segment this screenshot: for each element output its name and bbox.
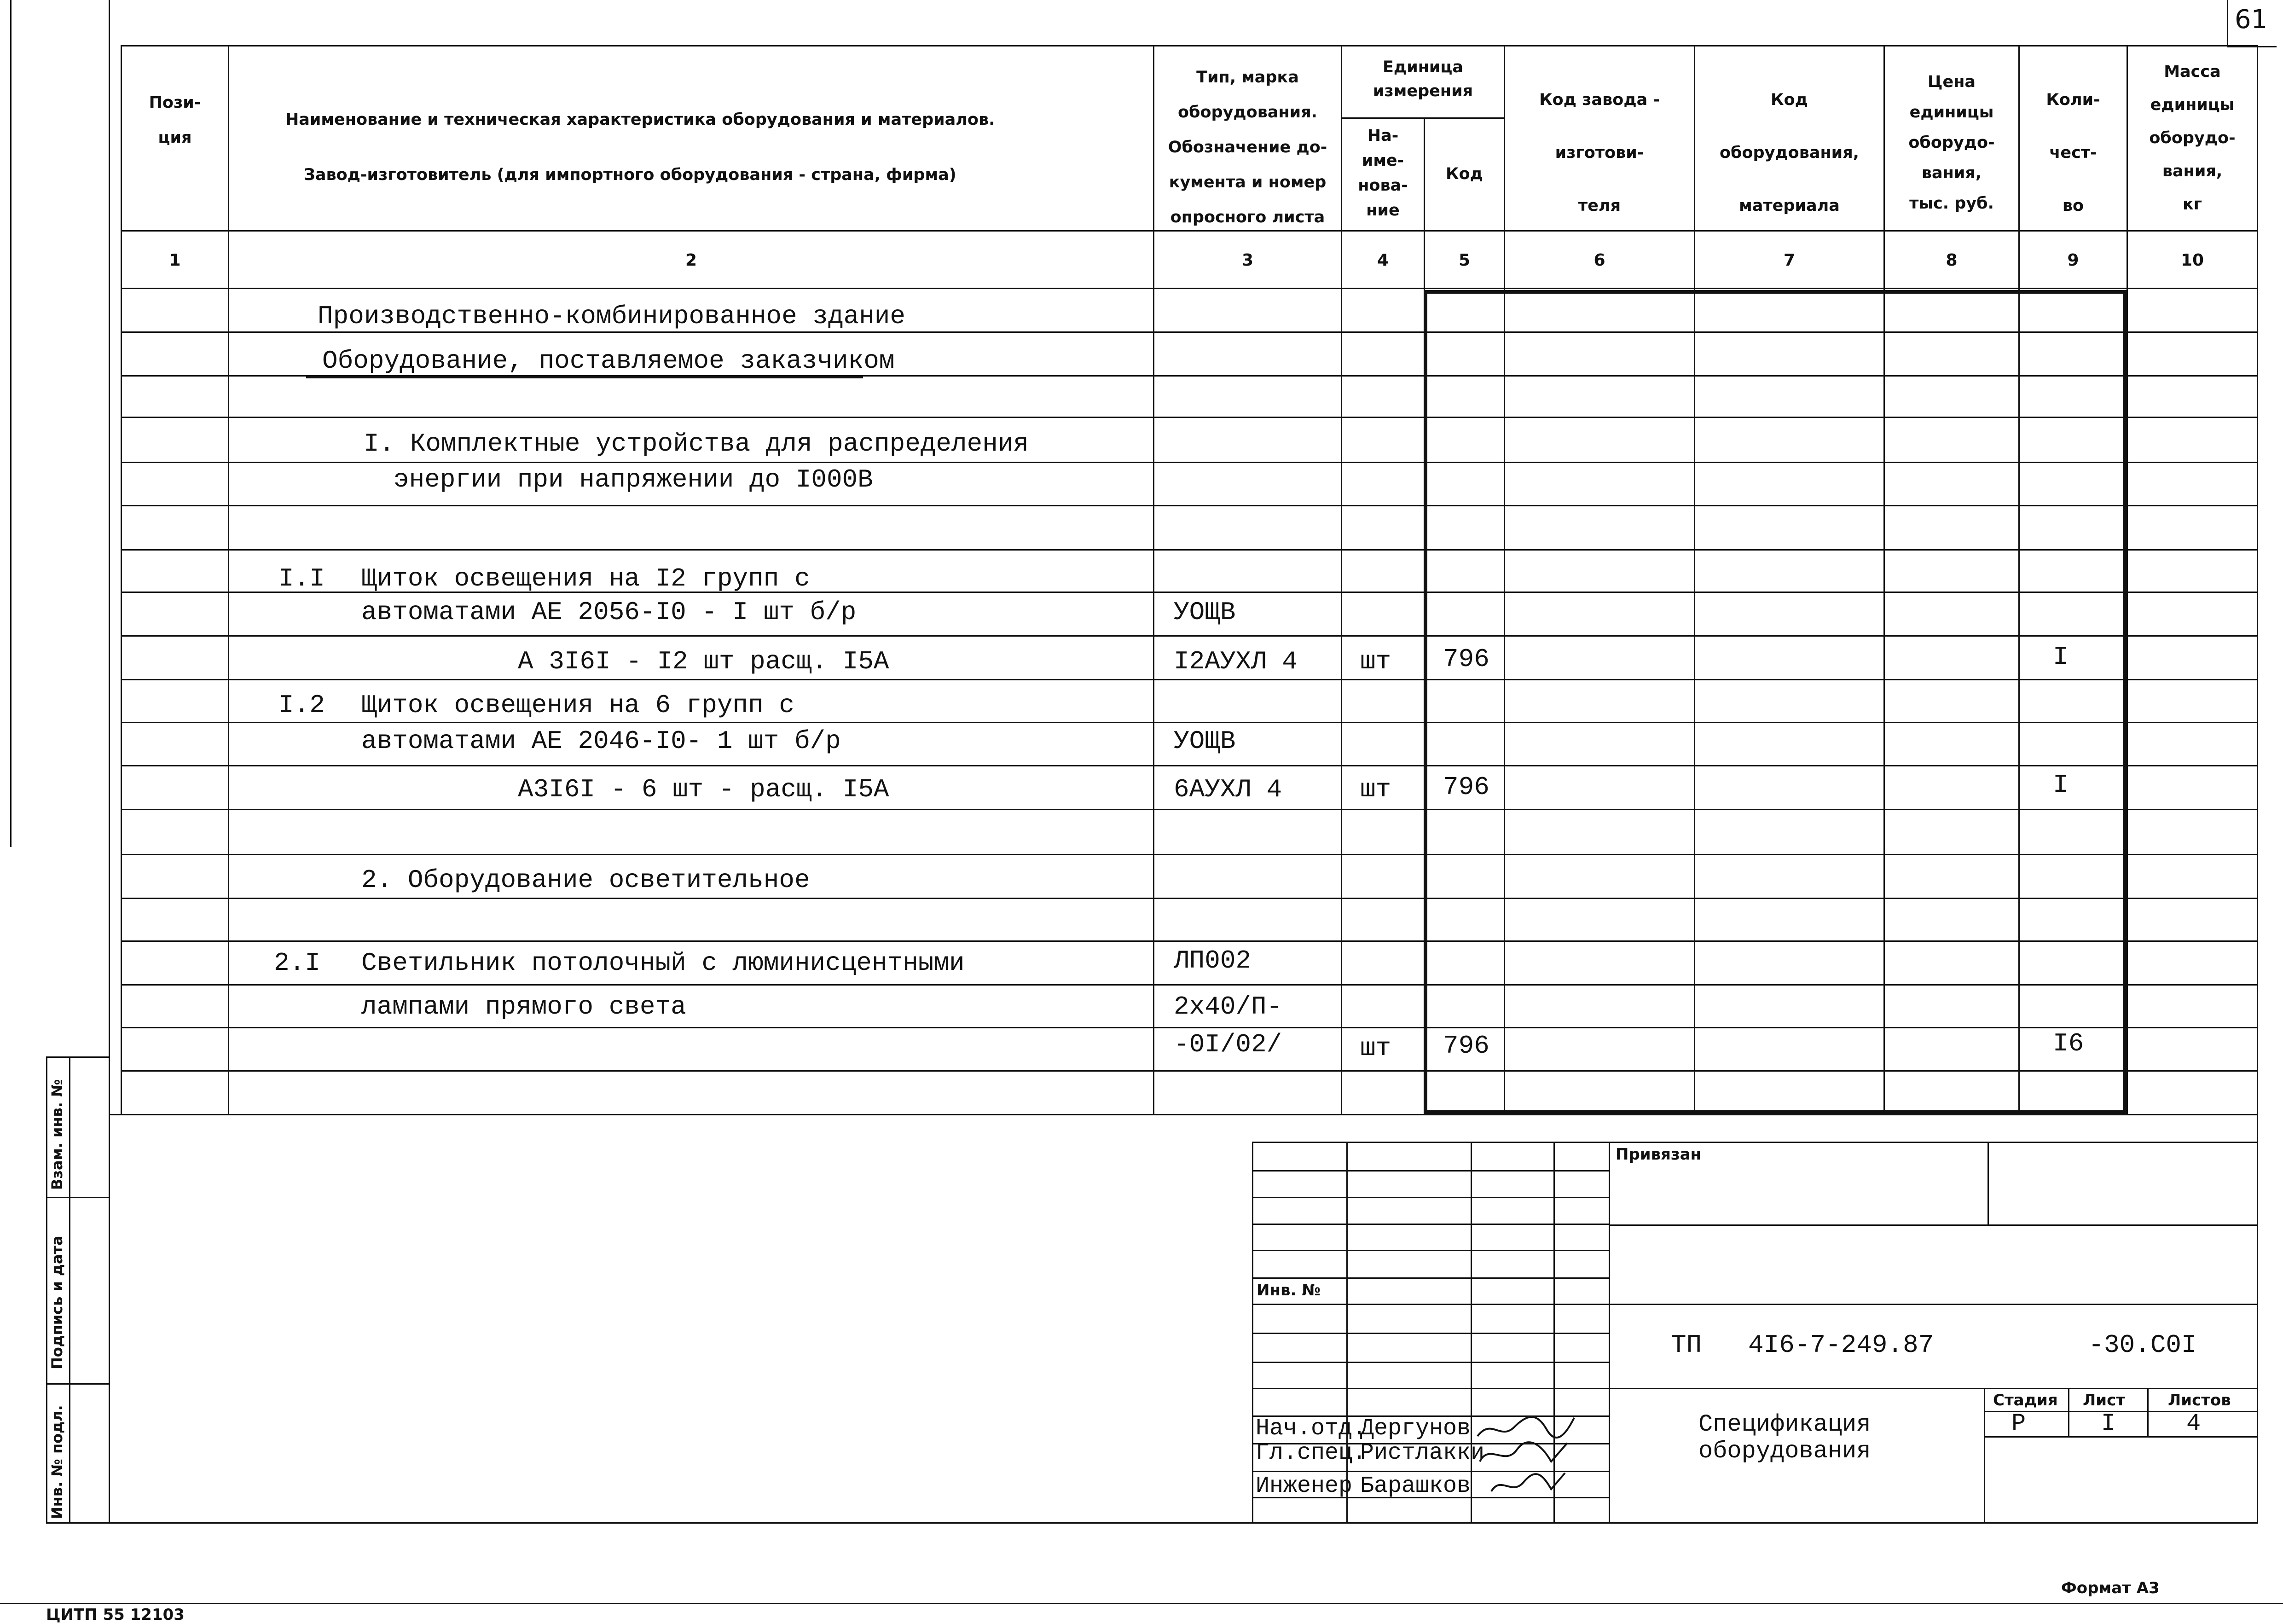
colnum-8: 8 (1946, 251, 1958, 270)
item11-pos: I.I (278, 564, 325, 593)
privyazan-label: Привязан (1616, 1145, 1702, 1164)
left-frame-line (109, 0, 110, 1524)
item11-line1: Щиток освещения на I2 групп с (361, 564, 810, 593)
item21-pos: 2.I (274, 948, 320, 978)
document-code: ТП 4I6-7-249.87 -30.С0I (1671, 1330, 2197, 1360)
bottom-rule (0, 1603, 2283, 1604)
item11-code: 796 (1443, 644, 1489, 674)
item11-unit: шт (1360, 647, 1391, 676)
header-mass: Масса единицы оборудо- вания, кг (2149, 63, 2236, 214)
item11-line2: автоматами АЕ 2056-I0 - I шт б/р (361, 597, 857, 627)
item21-type3: -0I/02/ (1174, 1030, 1282, 1059)
corner-mark: 61 (2235, 5, 2268, 35)
staff-name-2: Ристлакки (1360, 1440, 1485, 1466)
item12-line1: Щиток освещения на 6 групп с (361, 690, 794, 720)
item21-line2: лампами прямого света (361, 992, 686, 1021)
item12-line2: автоматами АЕ 2046-I0- 1 шт б/р (361, 726, 841, 756)
staff-name-1: Дергунов (1360, 1415, 1471, 1442)
header-unit-name: На- име- нова- ние (1358, 127, 1408, 220)
colnum-10: 10 (2180, 251, 2204, 270)
stage-label: Стадия (1993, 1391, 2058, 1409)
header-type: Тип, марка оборудования. Обозначение до- кумента и номер опросного листа (1168, 68, 1327, 226)
item11-type1: УОЩВ (1174, 597, 1236, 627)
side-podpis-data: Подпись и дата (48, 1235, 66, 1369)
item11-qty: I (2053, 642, 2069, 672)
colnum-6: 6 (1593, 251, 1605, 270)
item12-line3: А3I6I - 6 шт - расщ. I5А (518, 775, 889, 804)
header-quantity: Коли- чест- во (2046, 91, 2100, 215)
colnum-1: 1 (169, 251, 181, 270)
item12-type2: 6АУХЛ 4 (1174, 775, 1282, 804)
header-price: Цена единицы оборудо- вания, тыс. руб. (1908, 73, 1995, 213)
colnum-2: 2 (685, 251, 697, 270)
header-unit-code: Код (1446, 165, 1483, 183)
doc-title-line2: оборудования (1698, 1438, 1871, 1465)
staff-role-1: Нач.отд. (1256, 1415, 1367, 1442)
section2-title: 2. Оборудование осветительное (361, 865, 810, 895)
left-margin-line (10, 0, 12, 847)
header-pos: Пози- ция (149, 93, 201, 147)
item12-qty: I (2053, 770, 2069, 800)
header-name: Наименование и техническая характеристика оборудования и материалов. Завод-изготовитель (для импортного оборудования - страна, фирма) (285, 110, 995, 184)
colnum-4: 4 (1377, 251, 1389, 270)
item21-unit: шт (1360, 1033, 1391, 1063)
stage-value: Р (2011, 1410, 2026, 1437)
staff-name-3: Барашков (1360, 1473, 1471, 1499)
doc-title-line1: Спецификация (1698, 1411, 1871, 1438)
item12-type1: УОЩВ (1174, 726, 1236, 756)
item21-qty: I6 (2053, 1029, 2084, 1058)
item21-code: 796 (1443, 1031, 1489, 1061)
section1-line2: энергии при напряжении до I000В (394, 465, 873, 494)
item12-unit: шт (1360, 775, 1391, 804)
supplied-by-customer: Оборудование, поставляемое заказчиком (322, 346, 895, 376)
format-label: Формат А3 (2061, 1579, 2160, 1597)
colnum-9: 9 (2067, 251, 2079, 270)
signature-3 (1487, 1468, 1570, 1501)
item11-line3: А 3I6I - I2 шт расщ. I5А (518, 647, 889, 676)
sheet-label: Лист (2083, 1391, 2125, 1409)
side-inv-podl: Инв. № подл. (48, 1405, 66, 1519)
heavy-frame (1424, 290, 2127, 1114)
header-unit-group: Единица измерения (1373, 58, 1473, 100)
bottom-code: ЦИТП 55 12103 (46, 1606, 185, 1624)
item12-pos: I.2 (278, 690, 325, 720)
header-factory-code: Код завода - изготови- теля (1539, 91, 1660, 215)
item21-type1: ЛП002 (1174, 946, 1252, 975)
sheets-value: 4 (2186, 1410, 2201, 1437)
sheet-value: I (2101, 1410, 2116, 1437)
sheets-label: Листов (2168, 1391, 2231, 1409)
colnum-7: 7 (1783, 251, 1796, 270)
header-equipment-code: Код оборудования, материала (1720, 91, 1859, 215)
underline (306, 376, 863, 378)
signature-2 (1473, 1436, 1574, 1473)
staff-role-2: Гл.спец. (1256, 1440, 1367, 1466)
item21-line1: Светильник потолочный с люминисцентными (361, 948, 965, 978)
building-title: Производственно-комбинированное здание (318, 302, 906, 331)
item11-type2: I2АУХЛ 4 (1174, 647, 1298, 676)
item21-type2: 2х40/П- (1174, 992, 1282, 1021)
section1-line1: I. Комплектные устройства для распределения (364, 429, 1029, 458)
colnum-5: 5 (1458, 251, 1471, 270)
item12-code: 796 (1443, 772, 1489, 802)
inv-no-label: Инв. № (1257, 1281, 1321, 1299)
staff-role-3: Инженер (1256, 1473, 1353, 1499)
side-vzam-inv: Взам. инв. № (48, 1079, 66, 1190)
colnum-3: 3 (1241, 251, 1254, 270)
